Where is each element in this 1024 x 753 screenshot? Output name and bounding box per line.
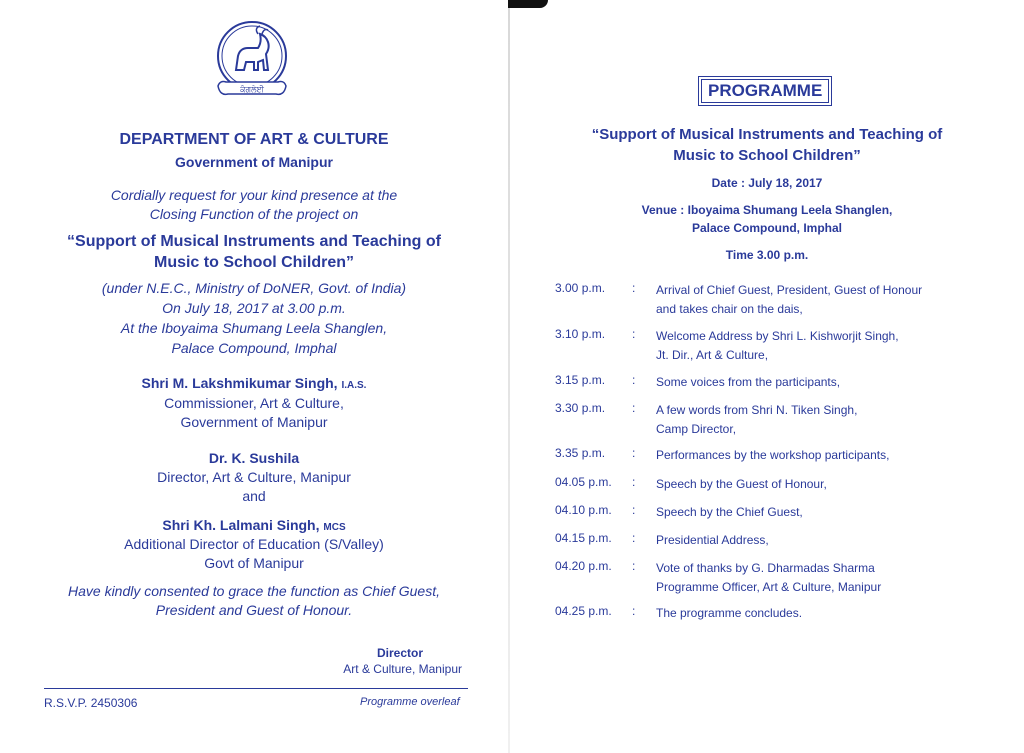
programme-title-line-1: “Support of Musical Instruments and Teaching of — [591, 126, 943, 143]
signatory-department: Art & Culture, Manipur — [343, 662, 462, 676]
schedule-time: 3.15 p.m. — [555, 373, 606, 387]
event-detail-line-2: On July 18, 2017 at 3.00 p.m. — [162, 300, 346, 316]
schedule-description-line-1: The programme concludes. — [656, 606, 803, 620]
schedule-description-line-1: Speech by the Chief Guest, — [656, 505, 803, 519]
schedule-description-line-1: Presidential Address, — [656, 533, 769, 547]
guest-2-role-1: Director, Art & Culture, Manipur — [157, 469, 351, 485]
footer-divider — [44, 688, 468, 689]
schedule-description — [656, 373, 986, 392]
schedule-time: 04.15 p.m. — [555, 531, 612, 545]
schedule-description-line-1: Speech by the Guest of Honour, — [656, 477, 827, 491]
schedule-description-line-1: Performances by the workshop participants, — [656, 448, 890, 462]
schedule-colon: : — [632, 475, 636, 489]
guest-1-suffix: I.A.S. — [341, 380, 367, 391]
consent-line-2: President and Guest of Honour. — [155, 602, 353, 618]
programme-venue-line-1: Venue : Iboyaima Shumang Leela Shanglen, — [641, 203, 893, 217]
schedule-description-line-1: Arrival of Chief Guest, President, Guest of Honour — [656, 283, 923, 297]
guest-3-role-2: Govt of Manipur — [204, 555, 304, 571]
department-name: DEPARTMENT OF ART & CULTURE — [119, 131, 389, 148]
guest-3-name — [0, 517, 508, 533]
guest-3-suffix: MCS — [323, 522, 346, 533]
programme-heading: PROGRAMME — [701, 79, 829, 103]
schedule-description-line-1: Some voices from the participants, — [656, 375, 841, 389]
schedule-description-line-2: and takes chair on the dais, — [656, 302, 803, 316]
guest-3-name-text: Shri Kh. Lalmani Singh, — [162, 517, 320, 533]
schedule-description-line-1: A few words from Shri N. Tiken Singh, — [656, 403, 858, 417]
programme-title-line-2: Music to School Children” — [673, 147, 861, 164]
programme-overleaf-note: Programme overleaf — [360, 696, 460, 708]
programme-right-page — [510, 0, 1024, 753]
schedule-description — [656, 604, 986, 623]
schedule-description — [656, 531, 986, 550]
schedule-colon: : — [632, 604, 636, 618]
programme-time: Time 3.00 p.m. — [725, 248, 809, 262]
guest-1-name-text: Shri M. Lakshmikumar Singh, — [141, 375, 338, 391]
schedule-colon: : — [632, 327, 636, 341]
schedule-time: 04.10 p.m. — [555, 503, 612, 517]
event-title-line-1: “Support of Musical Instruments and Teaching of — [67, 233, 441, 250]
schedule-time: 3.35 p.m. — [555, 446, 606, 460]
guest-2-and: and — [242, 488, 266, 504]
schedule-colon: : — [632, 401, 636, 415]
event-title-line-2: Music to School Children” — [153, 254, 354, 271]
guest-1-role-2: Government of Manipur — [180, 414, 328, 430]
manipur-kangla-sha-seal-icon — [214, 20, 290, 106]
schedule-description — [656, 446, 986, 465]
schedule-description-line-1: Welcome Address by Shri L. Kishworjit Singh, — [656, 329, 899, 343]
invite-line-2: Closing Function of the project on — [149, 206, 359, 222]
schedule-description-line-2: Programme Officer, Art & Culture, Manipur — [656, 580, 882, 594]
guest-1-role-1: Commissioner, Art & Culture, — [164, 395, 344, 411]
schedule-description-line-2: Camp Director, — [656, 422, 737, 436]
schedule-time: 04.25 p.m. — [555, 604, 612, 618]
guest-3-role-1: Additional Director of Education (S/Valley) — [124, 536, 384, 552]
event-detail-line-1: (under N.E.C., Ministry of DoNER, Govt. of India) — [101, 280, 407, 296]
event-detail-line-4: Palace Compound, Imphal — [171, 340, 337, 356]
schedule-description — [656, 401, 986, 439]
schedule-colon: : — [632, 281, 636, 295]
guest-1-name — [0, 375, 508, 391]
schedule-colon: : — [632, 503, 636, 517]
invitation-left-page — [0, 0, 508, 753]
invite-line-1: Cordially request for your kind presence at the — [110, 187, 398, 203]
schedule-time: 04.20 p.m. — [555, 559, 612, 573]
consent-line-1: Have kindly consented to grace the function as Chief Guest, — [68, 583, 440, 599]
schedule-colon: : — [632, 531, 636, 545]
schedule-description — [656, 503, 986, 522]
programme-venue-line-2: Palace Compound, Imphal — [691, 221, 843, 235]
schedule-description — [656, 281, 986, 319]
seal-inscription: ਕੰਗਲੇਈ — [240, 85, 264, 94]
guest-2-name: Dr. K. Sushila — [208, 450, 300, 466]
schedule-time: 3.30 p.m. — [555, 401, 606, 415]
schedule-colon: : — [632, 373, 636, 387]
schedule-colon: : — [632, 446, 636, 460]
schedule-description-line-2: Jt. Dir., Art & Culture, — [656, 348, 769, 362]
event-detail-line-3: At the Iboyaima Shumang Leela Shanglen, — [120, 320, 388, 336]
programme-date: Date : July 18, 2017 — [711, 176, 823, 190]
signatory-title: Director — [376, 646, 423, 660]
schedule-description — [656, 327, 986, 365]
schedule-time: 04.05 p.m. — [555, 475, 612, 489]
schedule-colon: : — [632, 559, 636, 573]
government-name: Government of Manipur — [175, 154, 333, 170]
schedule-description — [656, 475, 986, 494]
schedule-time: 3.00 p.m. — [555, 281, 606, 295]
rsvp-number: R.S.V.P. 2450306 — [44, 696, 138, 710]
schedule-description — [656, 559, 986, 597]
schedule-time: 3.10 p.m. — [555, 327, 606, 341]
schedule-description-line-1: Vote of thanks by G. Dharmadas Sharma — [656, 561, 875, 575]
